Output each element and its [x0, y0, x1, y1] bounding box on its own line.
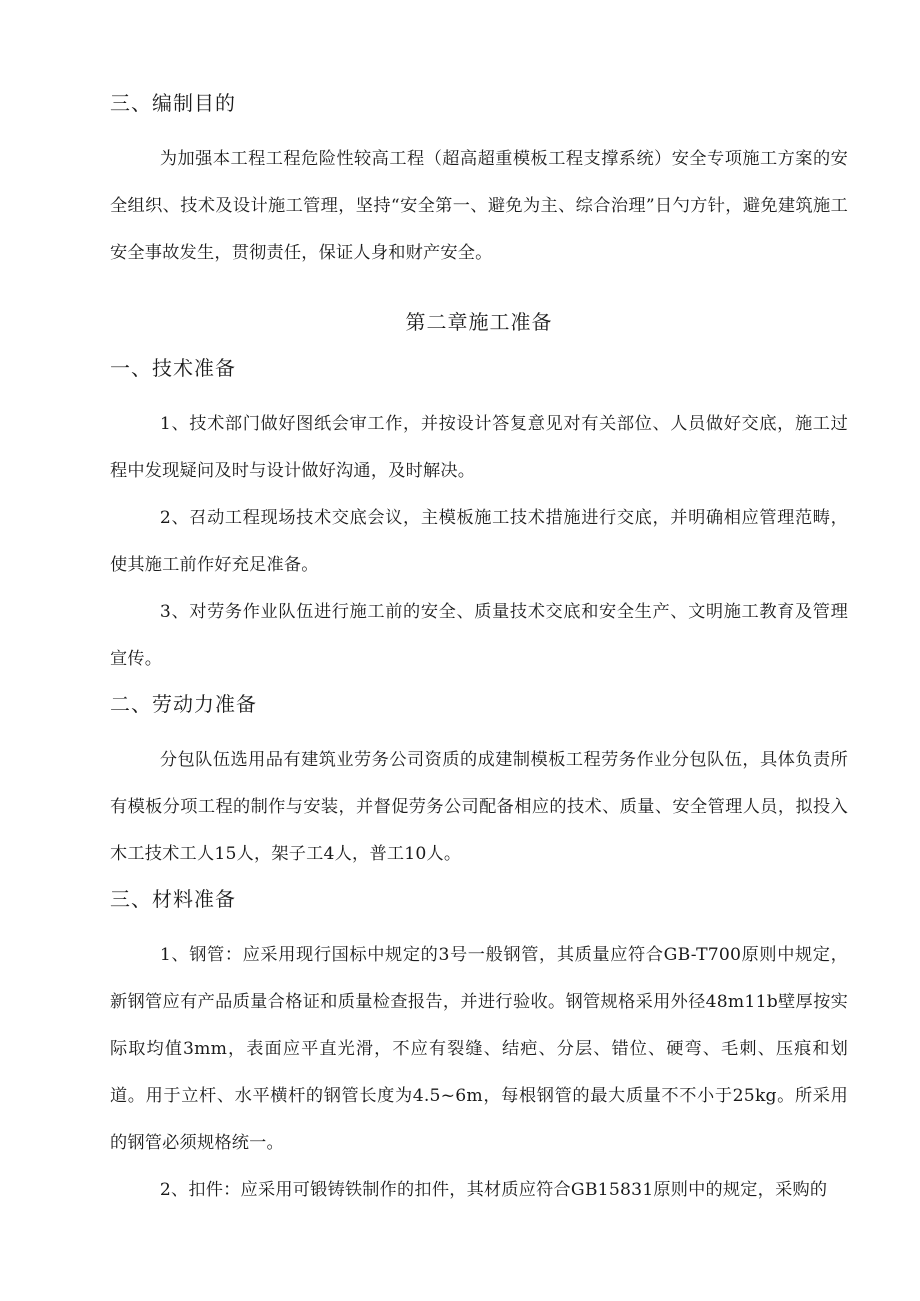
section-heading: 一、技术准备	[110, 356, 236, 380]
paragraph: 2、扣件：应采用可锻铸铁制作的扣件，其材质应符合GB15831原则中的规定，采购的	[159, 1180, 828, 1200]
paragraph: 1、技术部门做好图纸会审工作，并按设计答复意见对有关部位、人员做好交底，施工过程中发现疑问及时与设计做好沟通，及时解决。	[110, 414, 848, 481]
paragraph: 为加强本工程工程危险性较高工程（超高超重模板工程支撑系统）安全专项施工方案的安全组织、技术及设计施工管理，坚持“安全第一、避免为主、综合治理”日勺方针，避免建筑施工安全事故发生，贯彻责任，保证人身和财产安全。	[110, 149, 848, 263]
section-material-preparation	[110, 882, 848, 1214]
paragraph: 1、钢管：应采用现行国标中规定的3号一般钢管，其质量应符合GB-T700原则中规定，新钢管应有产品质量合格证和质量检查报告，并进行验收。钢管规格采用外径48m11b壁厚按实际取均值3mm，表面应平直光滑，不应有裂缝、结疤、分层、错位、硬弯、毛刺、压痕和划道。用于立杆、水平横杆的钢管长度为4.5~6m，每根钢管的最大质量不不小于25kg。所采用的钢管必须规格统一。	[110, 945, 848, 1153]
section-heading: 二、劳动力准备	[110, 692, 257, 716]
section-heading: 三、材料准备	[110, 887, 236, 911]
paragraph: 3、对劳务作业队伍进行施工前的安全、质量技术交底和安全生产、文明施工教育及管理宣传。	[110, 602, 848, 669]
chapter-title: 第二章施工准备	[405, 310, 553, 334]
paragraph: 2、召动工程现场技术交底会议，主模板施工技术措施进行交底，并明确相应管理范畴，使其施工前作好充足准备。	[110, 508, 848, 575]
section-technical-preparation	[110, 351, 848, 683]
section-heading: 三、编制目的	[110, 91, 236, 115]
section-labor-preparation	[110, 687, 848, 878]
section-compile-purpose	[110, 86, 848, 277]
paragraph: 分包队伍选用品有建筑业劳务公司资质的成建制模板工程劳务作业分包队伍，具体负责所有模板分项工程的制作与安装，并督促劳务公司配备相应的技术、质量、安全管理人员，拟投入木工技术工人15人，架子工4人，普工10人。	[110, 750, 848, 864]
